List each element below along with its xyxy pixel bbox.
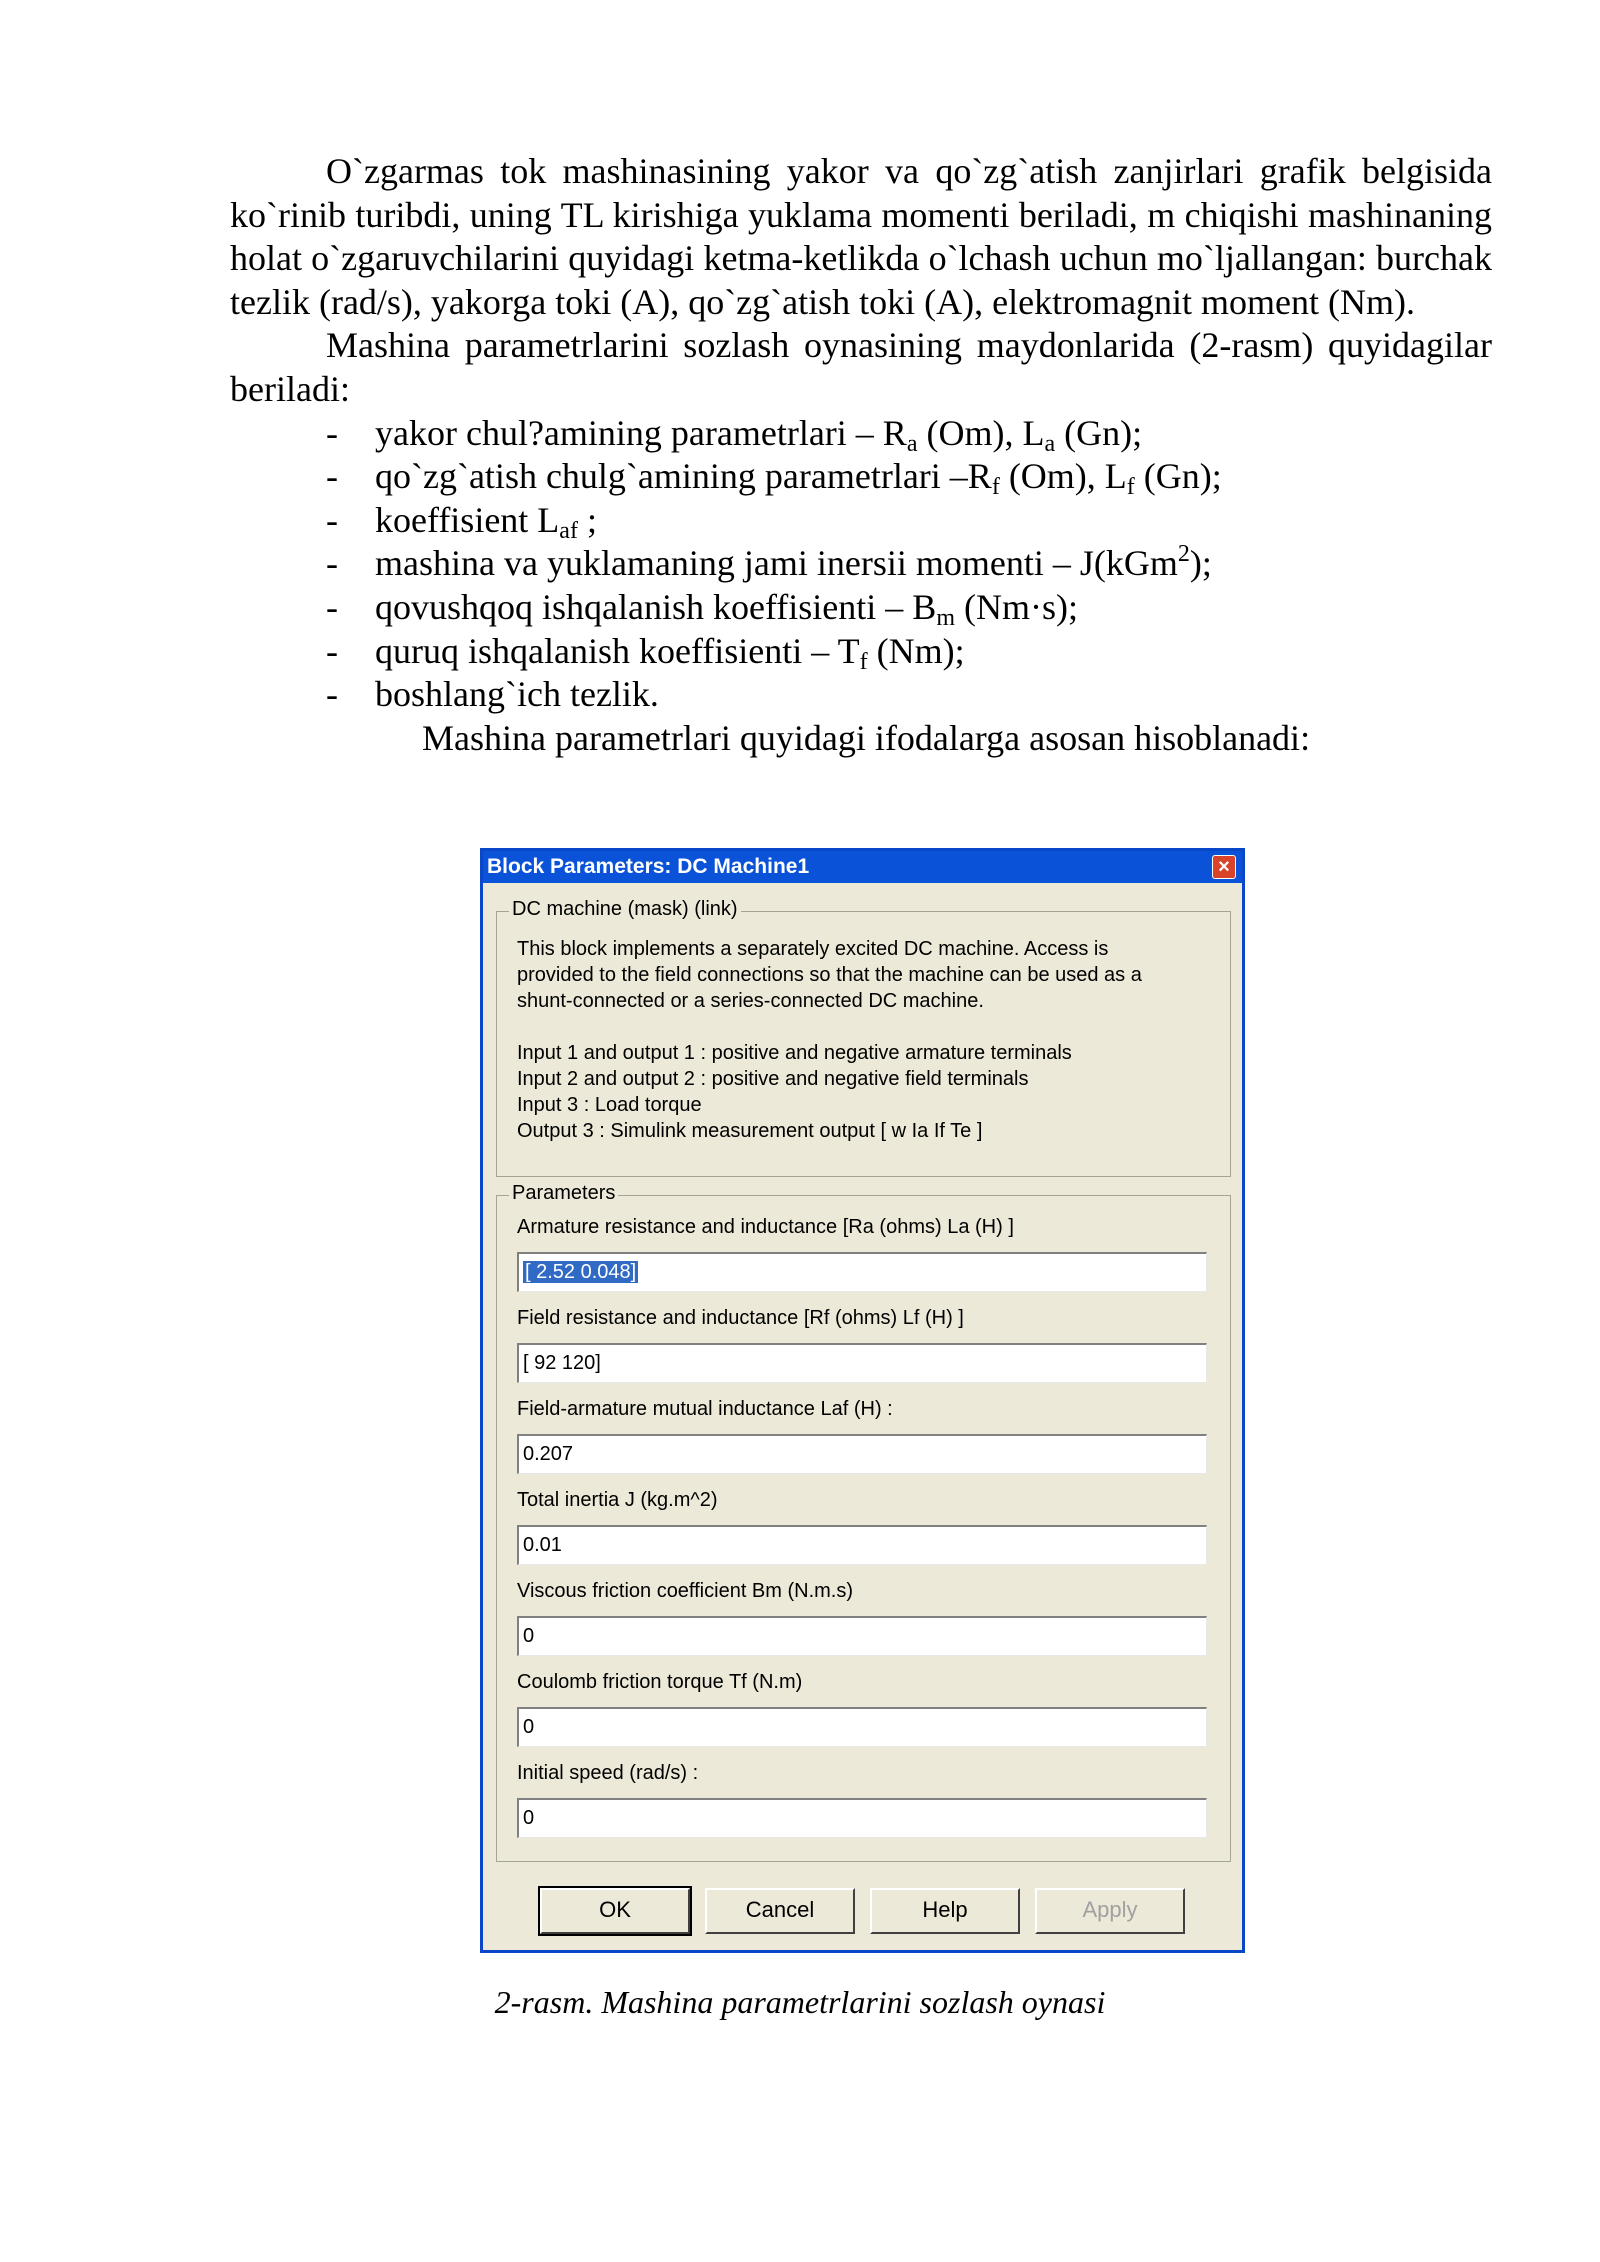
mask-description-group (496, 898, 1231, 1177)
list-item: - quruq ishqalanish koeffisienti – $T_f$ (Nm); (326, 630, 965, 675)
list-item: - qo`zg`atish chulg`amining parametrlari $-R_f$ (Om), $L_f$ (Gn); (326, 456, 1222, 501)
coulomb-friction-label: Coulomb friction torque Tf (N.m) (517, 1671, 803, 1693)
list-item: - koeffisient $L_{af}$ ; (326, 499, 597, 544)
description-line: provided to the field connections so that the machine can be used as a (517, 964, 1142, 986)
description-line: shunt-connected or a series-connected DC machine. (517, 990, 984, 1012)
paragraph-1: O`zgarmas tok mashinasining yakor va qo`zg`atish zanjirlari grafik belgisida ko`rinib turibdi, uning TL kirishiga yuklama momenti beriladi, m chiqishi mashinaning holat o`zgaruvchilarini quyidagi ketma-ketlikda o`lchash uchun mo`ljallangan: burchak tezlik (rad/s), yakorga toki (A), qo`zg`atish toki (A), elektromagnit moment (Nm). (230, 151, 1492, 322)
parameter-list (230, 412, 1492, 717)
description-line: This block implements a separately excited DC machine. Access is (517, 938, 1109, 960)
coulomb-friction-input[interactable]: 0 (517, 1707, 1207, 1747)
list-item: - boshlang`ich tezlik. (326, 674, 659, 715)
parameters-group-title: Parameters (509, 1182, 618, 1205)
paragraph-3: Mashina parametrlari quyidagi ifodalarga asosan hisoblanadi: (422, 717, 1311, 758)
dialog-title: Block Parameters: DC Machine1 (487, 855, 810, 878)
viscous-friction-input[interactable]: 0 (517, 1616, 1207, 1656)
list-item: - mashina va yuklamaning jami inersii momenti – J(kGm$^2$); (326, 541, 1212, 584)
list-item: - yakor chul?amining parametrlari – $R_a$ (Om), $L_a$ (Gn); (326, 412, 1143, 457)
initial-speed-input[interactable]: 0 (517, 1798, 1207, 1838)
document-body (230, 150, 1492, 760)
block-parameters-dialog (480, 848, 1245, 1953)
apply-button[interactable]: Apply (1035, 1888, 1185, 1934)
mutual-inductance-label: Field-armature mutual inductance Laf (H) : (517, 1398, 893, 1420)
field-resistance-input[interactable]: [ 92 120] (517, 1343, 1207, 1383)
viscous-friction-label: Viscous friction coefficient Bm (N.m.s) (517, 1580, 854, 1602)
field-resistance-label: Field resistance and inductance [Rf (ohms) Lf (H) ] (517, 1307, 964, 1329)
figure-caption: 2-rasm. Mashina parametrlarini sozlash oynasi (494, 1984, 1106, 2020)
list-item: - qovushqoq ishqalanish koeffisienti – $B_m$ (Nm·s); (326, 586, 1078, 631)
initial-speed-label: Initial speed (rad/s) : (517, 1762, 699, 1784)
cancel-button[interactable]: Cancel (705, 1888, 855, 1934)
help-button[interactable]: Help (870, 1888, 1020, 1934)
armature-field-label: Armature resistance and inductance [Ra (ohms) La (H) ] (517, 1216, 1014, 1238)
close-icon[interactable]: × (1212, 855, 1236, 879)
parameters-group (496, 1182, 1231, 1862)
ok-button[interactable]: OK (540, 1888, 690, 1934)
description-line: Input 2 and output 2 : positive and negative field terminals (517, 1068, 1029, 1090)
dialog-titlebar[interactable] (483, 851, 1242, 883)
description-line: Input 3 : Load torque (517, 1094, 702, 1116)
total-inertia-input[interactable]: 0.01 (517, 1525, 1207, 1565)
mask-group-title: DC machine (mask) (link) (509, 898, 741, 921)
total-inertia-label: Total inertia J (kg.m^2) (517, 1489, 718, 1511)
description-line: Input 1 and output 1 : positive and negative armature terminals (517, 1042, 1072, 1064)
armature-resistance-input[interactable]: [ 2.52 0.048] (517, 1252, 1207, 1292)
paragraph-2: Mashina parametrlarini sozlash oynasining maydonlarida (2-rasm) quyidagilar beriladi: (230, 325, 1492, 409)
mutual-inductance-input[interactable]: 0.207 (517, 1434, 1207, 1474)
description-line: Output 3 : Simulink measurement output [ w Ia If Te ] (517, 1120, 983, 1142)
